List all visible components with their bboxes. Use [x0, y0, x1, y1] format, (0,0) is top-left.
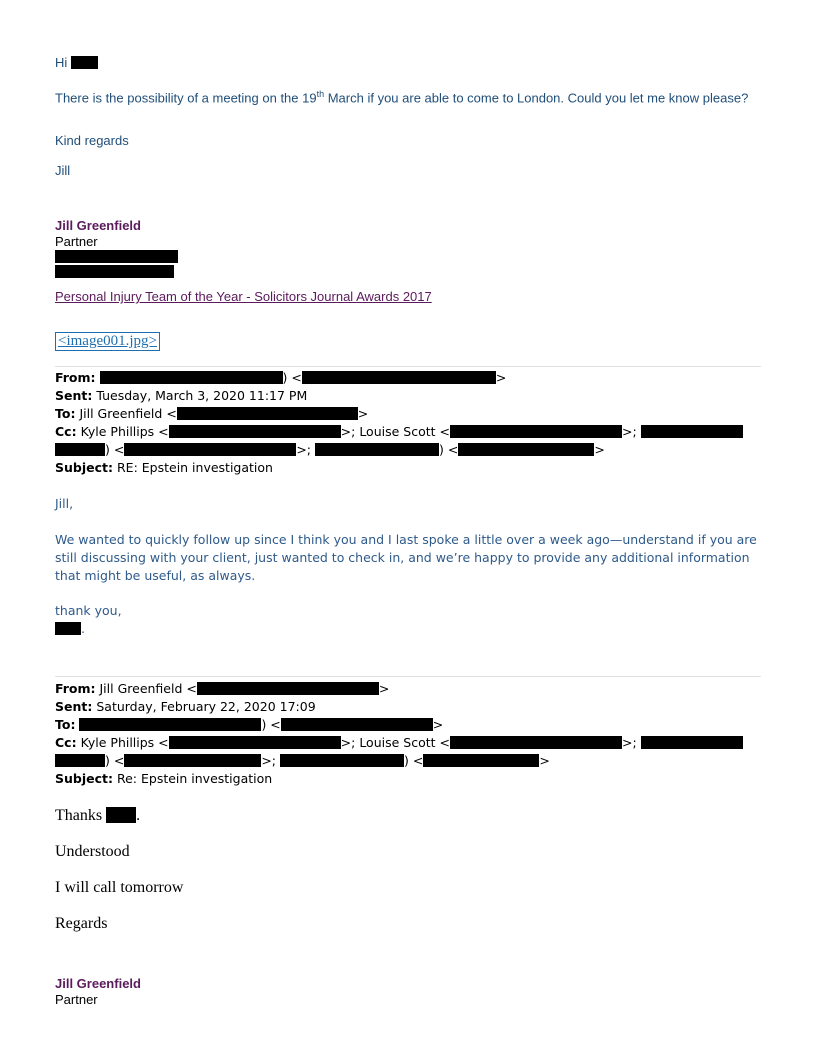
redaction: [169, 736, 341, 749]
cc-value: >; Louise Scott <: [340, 735, 450, 750]
from-label: From:: [55, 681, 96, 696]
redaction: [641, 425, 743, 438]
signature-name: Jill Greenfield: [55, 218, 141, 233]
sent-label: Sent:: [55, 699, 93, 714]
redaction: [458, 443, 594, 456]
sign-text: Jill: [55, 163, 71, 178]
redaction: [315, 443, 439, 456]
greeting-text: Hi: [55, 55, 68, 70]
redaction: [106, 807, 136, 823]
signature-name: Jill Greenfield: [55, 976, 141, 991]
redaction: [55, 250, 178, 263]
award-link[interactable]: Personal Injury Team of the Year - Solicitors Journal Awards 2017: [55, 289, 432, 304]
to-line: To: ) < >: [55, 717, 444, 732]
sent-value: Saturday, February 22, 2020 17:09: [96, 699, 316, 714]
subject-line: [55, 460, 273, 475]
subject-value: Re: Epstein investigation: [116, 771, 273, 786]
from-label: From:: [55, 370, 96, 385]
divider: [55, 366, 761, 367]
redaction: [450, 736, 622, 749]
cc-line: Cc: Kyle Phillips < >; Louise Scott < >;: [55, 424, 743, 439]
redaction: [423, 754, 539, 767]
understood-line: Understood: [55, 843, 130, 860]
redaction: [177, 407, 358, 420]
to-label: To:: [55, 717, 76, 732]
body-text: March if you are able to come to London. Could you let me know please?: [324, 90, 749, 106]
sender-sign: .: [55, 621, 85, 636]
greeting-line: [55, 55, 98, 70]
redaction: [450, 425, 622, 438]
from-line: From: Jill Greenfield < >: [55, 681, 390, 696]
cc-value: Kyle Phillips <: [80, 424, 169, 439]
redaction: [55, 443, 105, 456]
cc-line-2: ) < >; ) < >: [55, 753, 550, 768]
thanks-text: Thanks: [55, 807, 103, 824]
divider: [55, 676, 761, 677]
redaction: [281, 718, 433, 731]
to-label: To:: [55, 406, 76, 421]
subject-line: [55, 771, 272, 786]
redaction: [197, 682, 379, 695]
redaction: [641, 736, 743, 749]
redaction: [55, 265, 174, 278]
sent-line: [55, 699, 316, 714]
to-value: Jill Greenfield <: [79, 406, 177, 421]
regards-line: Regards: [55, 915, 108, 932]
redaction: [55, 754, 105, 767]
closing-text: Kind regards: [55, 133, 129, 148]
cc-line-2: ) < >; ) < >: [55, 442, 605, 457]
cc-value: >; Louise Scott <: [340, 424, 450, 439]
call-line: I will call tomorrow: [55, 879, 184, 896]
signature-title: Partner: [55, 234, 98, 249]
cc-value: Kyle Phillips <: [80, 735, 169, 750]
redaction: [71, 56, 98, 69]
sent-line: [55, 388, 307, 403]
from-line: From: ) < >: [55, 370, 507, 385]
email1-body: [55, 87, 761, 105]
email2-body: We wanted to quickly follow up since I think you and I last spoke a little over a week ago—understand if you are still discussing with your client, just wanted to check in, and we’re happy to provide any additional information that might be useful, as always.: [55, 532, 757, 583]
redaction: [79, 718, 261, 731]
to-line: To: Jill Greenfield < >: [55, 406, 369, 421]
cc-line: Cc: Kyle Phillips < >; Louise Scott < >;: [55, 735, 743, 750]
superscript: th: [316, 89, 325, 99]
redaction: [100, 371, 283, 384]
body-text: There is the possibility of a meeting on the 19: [55, 90, 317, 106]
cc-label: Cc:: [55, 424, 77, 439]
redaction: [169, 425, 341, 438]
redaction: [280, 754, 404, 767]
redaction: [124, 754, 261, 767]
subject-label: Subject:: [55, 771, 113, 786]
signature-title: Partner: [55, 992, 98, 1007]
sent-value: Tuesday, March 3, 2020 11:17 PM: [96, 388, 308, 403]
thanks-line: Thanks .: [55, 807, 141, 824]
salutation: Jill,: [55, 496, 74, 511]
subject-label: Subject:: [55, 460, 113, 475]
closing-text: thank you,: [55, 603, 122, 618]
redaction: [124, 443, 296, 456]
cc-label: Cc:: [55, 735, 77, 750]
image-attachment-link[interactable]: <image001.jpg>: [55, 332, 160, 351]
sent-label: Sent:: [55, 388, 93, 403]
subject-value: RE: Epstein investigation: [116, 460, 273, 475]
redaction: [55, 622, 81, 635]
from-value: Jill Greenfield <: [99, 681, 197, 696]
redaction: [302, 371, 496, 384]
